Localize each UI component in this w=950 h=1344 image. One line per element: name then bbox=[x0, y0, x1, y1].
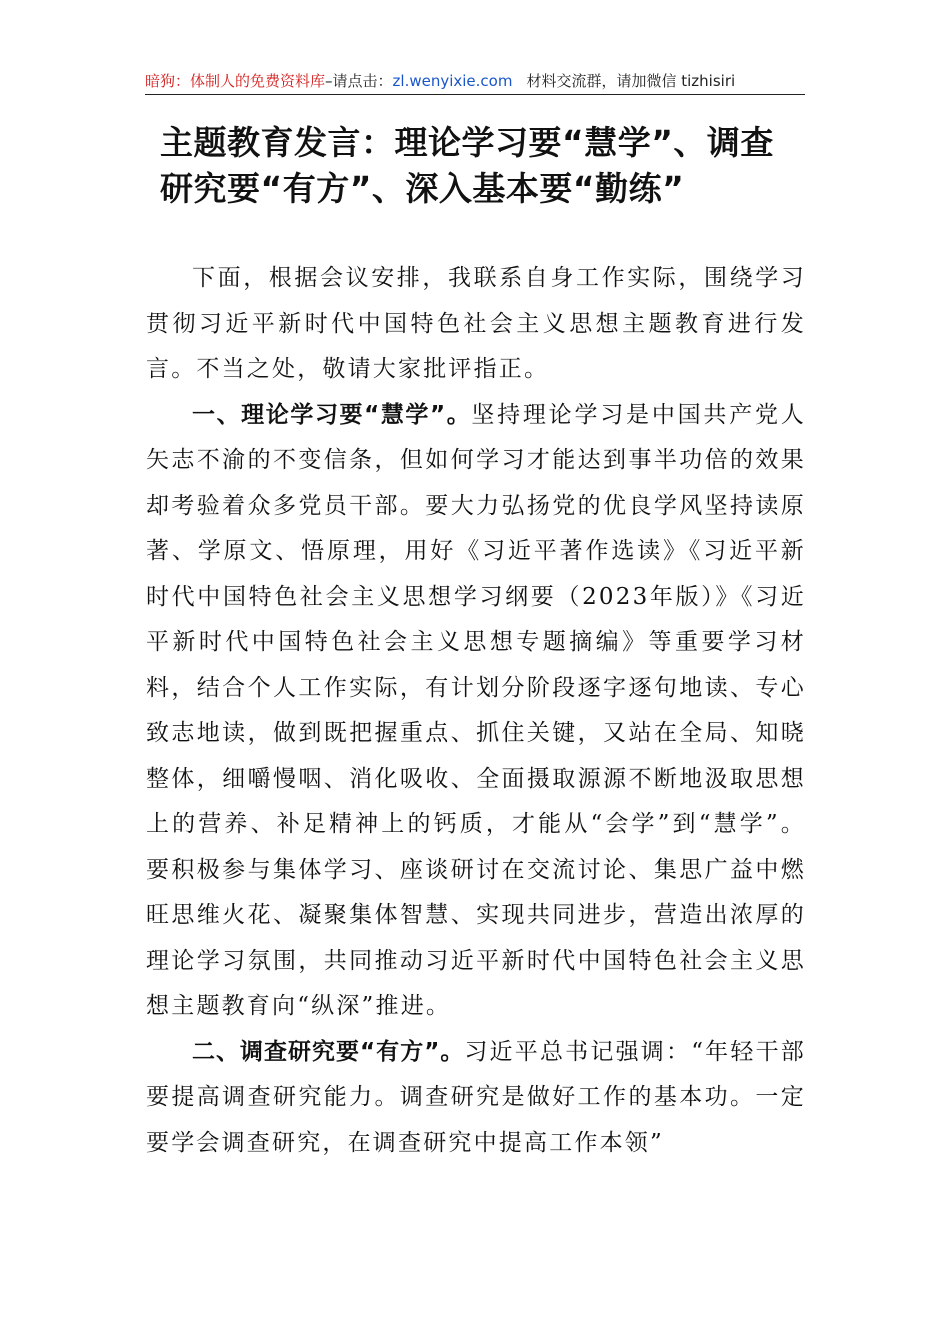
intro-paragraph: 下面，根据会议安排，我联系自身工作实际，围绕学习贯彻习近平新时代中国特色社会主义思想主题教育进行发言。不当之处，敬请大家批评指正。 bbox=[146, 265, 806, 382]
section-1-body: 坚持理论学习是中国共产党人矢志不渝的不变信条，但如何学习才能达到事半功倍的效果却考验着众多党员干部。要大力弘扬党的优良学风坚持读原著、学原文、悟原理，用好《习近平著作选读》《习近平新时代中国特色社会主义思想学习纲要（2023年版）》《习近平新时代中国特色社会主义思想专题摘编》等重要学习材料，结合个人工作实际，有计划分阶段逐字逐句地读、专心致志地读，做到既把握重点、抓住关键，又站在全局、知晓整体，细嚼慢咽、消化吸收、全面摄取源源不断地汲取思想上的营养、补足精神上的钙质，才能从“会学”到“慧学”。要积极参与集体学习、座谈研讨在交流讨论、集思广益中燃旺思维火花、凝聚集体智慧、实现共同进步，营造出浓厚的理论学习氛围，共同推动习近平新时代中国特色社会主义思想主题教育向“纵深”推进。 bbox=[146, 401, 806, 1019]
document-title: 主题教育发言：理论学习要“慧学”、调查研究要“有方”、深入基本要“勤练” bbox=[160, 123, 774, 208]
group-note: 材料交流群，请加微信 tizhisiri bbox=[526, 72, 736, 90]
page-header bbox=[145, 68, 805, 95]
section-1-paragraph bbox=[146, 393, 806, 1030]
document-body bbox=[146, 256, 806, 1166]
section-2-heading: 二、调查研究要“有方”。 bbox=[192, 1038, 465, 1065]
section-2-paragraph bbox=[146, 1030, 806, 1167]
click-prompt: –请点击： bbox=[325, 72, 393, 90]
site-url-link[interactable]: zl.wenyixie.com bbox=[392, 72, 513, 90]
site-name: 暗狗：体制人的免费资料库 bbox=[145, 72, 326, 90]
section-1-heading: 一、理论学习要“慧学”。 bbox=[192, 401, 472, 428]
section-2-body: 习近平总书记强调：“年轻干部要提高调查研究能力。调查研究是做好工作的基本功。一定要学会调查研究，在调查研究中提高工作本领” bbox=[146, 1038, 807, 1156]
